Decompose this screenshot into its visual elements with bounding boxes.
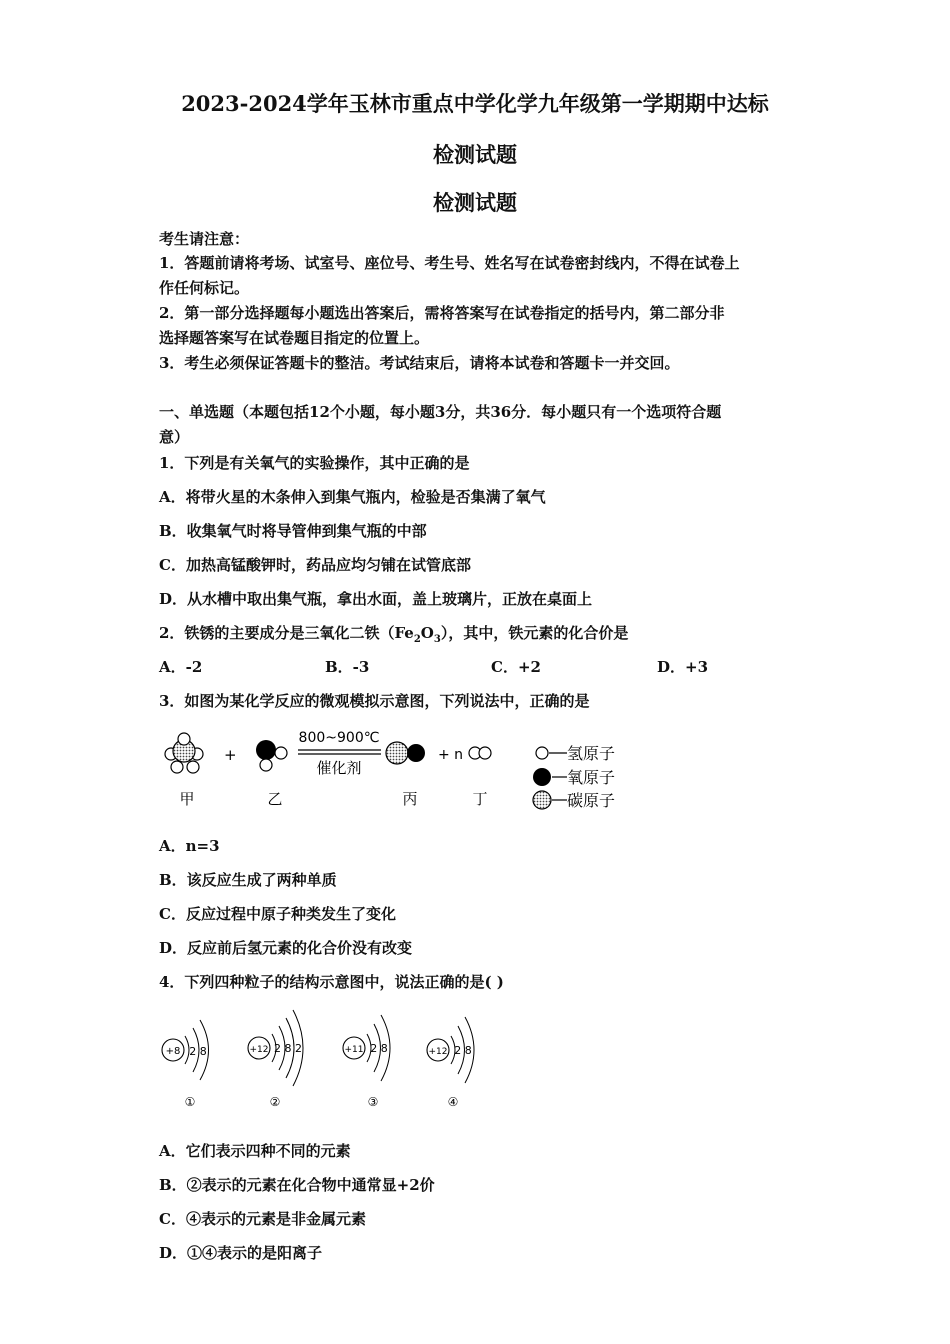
section-heading-a: 一、单选题（本题包括12个小题，每小题3分，共36分．每小题只有一个选项符合题 (159, 403, 722, 421)
particle-3-electrons: 2 8 (370, 1042, 388, 1055)
q2-stem-post: ），其中，铁元素的化合价是 (440, 624, 629, 642)
particle-1-electrons: 2 8 (189, 1045, 207, 1058)
legend-hydrogen-swatch (536, 747, 548, 759)
q1-stem: 1．下列是有关氧气的实验操作，其中正确的是 (159, 454, 470, 472)
q3-option-a: A．n=3 (159, 837, 220, 855)
q2-formula-sub2: 2 (413, 634, 421, 645)
q3-option-d: D．反应前后氢元素的化合价没有改变 (159, 939, 413, 957)
particle-1-diagram (162, 1020, 209, 1109)
q3-legend (533, 744, 615, 810)
particle-2-label: ② (269, 1095, 281, 1109)
q4-stem: 4．下列四种粒子的结构示意图中，说法正确的是( ) (159, 973, 504, 991)
hydrogen-atom (178, 733, 190, 745)
q4-option-b: B．②表示的元素在化合物中通常显+2价 (159, 1176, 435, 1194)
q3-label-yi: 乙 (267, 790, 283, 808)
oxygen-atom (407, 744, 425, 762)
hydrogen-atom (171, 761, 183, 773)
q3-condition-temperature: 800~900℃ (298, 730, 380, 746)
q2-stem (159, 622, 628, 645)
exam-title-line1: 2023-2024学年玉林市重点中学化学九年级第一学期期中达标 (181, 91, 769, 116)
q2-formula-sub3: 3 (433, 634, 441, 645)
particle-3-diagram (343, 1015, 390, 1109)
notice-item1-b: 作任何标记。 (159, 279, 250, 297)
hydrogen-atom (260, 759, 272, 771)
q1-option-c: C．加热高锰酸钾时，药品应均匀铺在试管底部 (159, 556, 471, 574)
notice-item2-a: 2．第一部分选择题每小题选出答案后，需将答案写在试卷指定的括号内，第二部分非 (159, 304, 725, 322)
q3-plus-n: + n (438, 747, 464, 763)
q2-option-c: C．+2 (491, 658, 541, 676)
notice-item1-a: 1．答题前请将考场、试室号、座位号、考生号、姓名写在试卷密封线内，不得在试卷上 (159, 254, 740, 272)
particle-4-electrons: 2 8 (454, 1044, 472, 1057)
particle-3-label: ③ (367, 1095, 379, 1109)
legend-carbon-label: 碳原子 (567, 791, 616, 810)
hydrogen-atom (479, 747, 491, 759)
q1-option-a: A．将带火星的木条伸入到集气瓶内，检验是否集满了氧气 (159, 488, 546, 506)
q2-formula-o: O (420, 624, 434, 642)
q2-formula-fe: Fe (394, 624, 414, 642)
q4-option-a: A．它们表示四种不同的元素 (159, 1142, 351, 1160)
particle-2-diagram (248, 1010, 303, 1109)
molecule-bing-co (386, 742, 425, 764)
q1-option-b: B．收集氧气时将导管伸到集气瓶的中部 (159, 522, 427, 540)
particle-4-diagram (427, 1017, 474, 1109)
exam-title-line3: 检测试题 (433, 190, 517, 215)
q1-option-d: D．从水槽中取出集气瓶，拿出水面，盖上玻璃片，正放在桌面上 (159, 590, 593, 608)
q3-stem: 3．如图为某化学反应的微观模拟示意图，下列说法中，正确的是 (159, 692, 590, 710)
particle-1-label: ① (184, 1095, 196, 1109)
q3-condition-catalyst: 催化剂 (316, 759, 362, 777)
notice-item3: 3．考生必须保证答题卡的整洁。考试结束后，请将本试卷和答题卡一并交回。 (159, 354, 680, 372)
notice-heading: 考生请注意： (159, 230, 250, 248)
q3-option-b: B．该反应生成了两种单质 (159, 871, 337, 889)
q4-option-c: C．④表示的元素是非金属元素 (159, 1210, 366, 1228)
q3-label-bing: 丙 (402, 790, 418, 808)
molecule-jia-ch4 (165, 733, 203, 773)
particle-4-label: ④ (447, 1095, 459, 1109)
hydrogen-atom (187, 761, 199, 773)
legend-hydrogen-label: 氢原子 (567, 744, 616, 763)
q3-label-jia: 甲 (179, 790, 195, 808)
particle-4-nucleus: +12 (428, 1047, 448, 1057)
legend-oxygen-label: 氧原子 (567, 768, 616, 787)
molecule-ding-h2 (469, 747, 491, 759)
notice-item2-b: 选择题答案写在试卷题目指定的位置上。 (159, 329, 430, 347)
q3-reaction-diagram (155, 722, 645, 822)
legend-oxygen-swatch (533, 768, 551, 786)
legend-carbon-swatch (533, 791, 551, 809)
q2-option-a: A．-2 (159, 658, 203, 676)
q4-structure-diagrams (155, 1000, 485, 1115)
molecule-yi-h2o (256, 740, 287, 771)
q3-plus-sign: + (224, 746, 237, 764)
carbon-atom (386, 742, 408, 764)
hydrogen-atom (275, 747, 287, 759)
particle-1-nucleus: +8 (165, 1046, 181, 1057)
q3-label-ding: 丁 (472, 790, 488, 808)
oxygen-atom (256, 740, 276, 760)
q2-stem-pre: 2．铁锈的主要成分是三氧化二铁（ (159, 624, 395, 642)
particle-2-nucleus: +12 (249, 1045, 269, 1055)
q2-option-b: B．-3 (325, 658, 370, 676)
q4-option-d: D．①④表示的是阳离子 (159, 1244, 323, 1262)
particle-2-electrons: 2 8 2 (274, 1042, 302, 1055)
section-heading-b: 意） (159, 428, 190, 446)
exam-title-line2: 检测试题 (433, 142, 517, 167)
q3-option-c: C．反应过程中原子种类发生了变化 (159, 905, 396, 923)
q2-option-d: D．+3 (657, 658, 709, 676)
particle-3-nucleus: +11 (344, 1045, 364, 1055)
